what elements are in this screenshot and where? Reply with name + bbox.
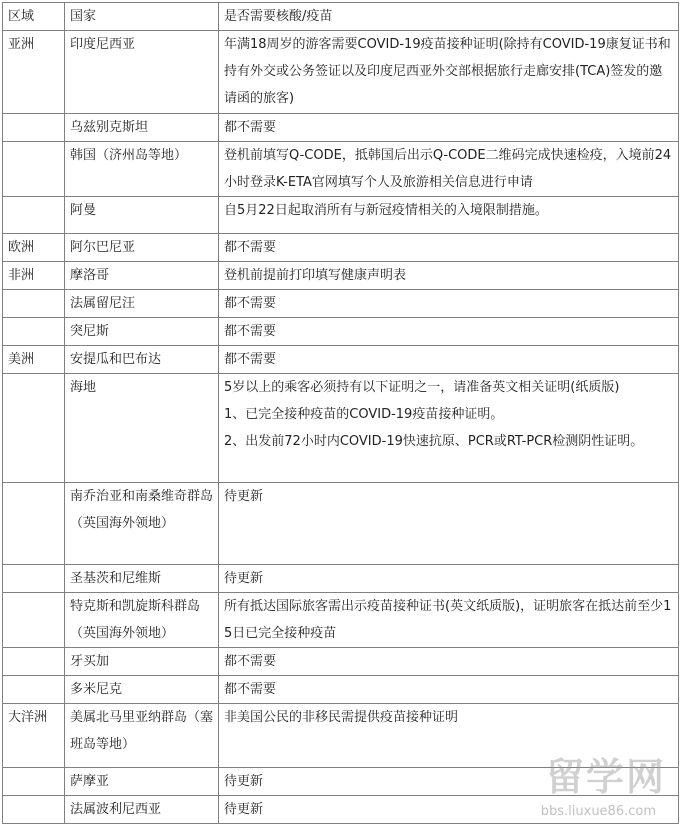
- country-cell: 南乔治亚和南桑维奇群岛（英国海外领地）: [65, 483, 219, 565]
- country-cell: 阿曼: [65, 197, 219, 234]
- table-row: [3, 565, 679, 593]
- table-row: [3, 374, 679, 483]
- requirement-cell: 年满18周岁的游客需要COVID-19疫苗接种证明(除持有COVID-19康复证书和持有外交或公务签证以及印度尼西亚外交部根据旅行走廊安排(TCA)签发的邀请函的旅客): [219, 31, 679, 114]
- country-cell: 多米尼克: [65, 676, 219, 704]
- region-cell: 美洲: [3, 346, 65, 374]
- country-cell: 牙买加: [65, 648, 219, 676]
- table-row: [3, 197, 679, 234]
- table-row: [3, 262, 679, 290]
- country-cell: 安提瓜和巴布达: [65, 346, 219, 374]
- header-requirement: 是否需要核酸/疫苗: [219, 3, 679, 31]
- country-cell: 法属波利尼西亚: [65, 796, 219, 824]
- requirements-table: [2, 2, 679, 824]
- country-cell: 阿尔巴尼亚: [65, 234, 219, 262]
- requirement-cell: 都不需要: [219, 234, 679, 262]
- region-cell: [3, 374, 65, 483]
- region-cell: [3, 318, 65, 346]
- country-cell: 海地: [65, 374, 219, 483]
- requirement-cell: 都不需要: [219, 648, 679, 676]
- requirement-cell: 非美国公民的非移民需提供疫苗接种证明: [219, 704, 679, 768]
- table-row: [3, 676, 679, 704]
- region-cell: 亚洲: [3, 31, 65, 114]
- country-cell: 特克斯和凯旋斯科群岛（英国海外领地）: [65, 593, 219, 648]
- requirement-cell: 待更新: [219, 565, 679, 593]
- country-cell: 乌兹别克斯坦: [65, 114, 219, 142]
- country-cell: 圣基茨和尼维斯: [65, 565, 219, 593]
- region-cell: [3, 483, 65, 565]
- table-row: [3, 234, 679, 262]
- requirement-cell: 待更新: [219, 483, 679, 565]
- region-cell: [3, 197, 65, 234]
- region-cell: [3, 290, 65, 318]
- table-row: [3, 593, 679, 648]
- region-cell: [3, 142, 65, 197]
- requirement-cell: 都不需要: [219, 676, 679, 704]
- region-cell: [3, 593, 65, 648]
- header-region: 区域: [3, 3, 65, 31]
- region-cell: [3, 648, 65, 676]
- header-country: 国家: [65, 3, 219, 31]
- requirement-cell: 都不需要: [219, 318, 679, 346]
- requirement-cell: 都不需要: [219, 114, 679, 142]
- country-cell: 突尼斯: [65, 318, 219, 346]
- table-row: [3, 648, 679, 676]
- region-cell: [3, 676, 65, 704]
- country-cell: 美属北马里亚纳群岛（塞班岛等地）: [65, 704, 219, 768]
- requirement-cell: 5岁以上的乘客必须持有以下证明之一，请准备英文相关证明(纸质版) 1、已完全接种疫苗的COVID-19疫苗接种证明。 2、出发前72小时内COVID-19快速抗原、PCR或RT-PCR检测阴性证明。: [219, 374, 679, 483]
- requirement-cell: 自5月22日起取消所有与新冠疫情相关的入境限制措施。: [219, 197, 679, 234]
- requirement-cell: 登机前填写Q-CODE，抵韩国后出示Q-CODE二维码完成快速检疫，入境前24小时登录K-ETA官网填写个人及旅游相关信息进行申请: [219, 142, 679, 197]
- table-row: [3, 31, 679, 114]
- country-cell: 韩国（济州岛等地）: [65, 142, 219, 197]
- region-cell: [3, 565, 65, 593]
- requirement-cell: 登机前提前打印填写健康声明表: [219, 262, 679, 290]
- table-row: [3, 346, 679, 374]
- requirement-cell: 所有抵达国际旅客需出示疫苗接种证书(英文纸质版)，证明旅客在抵达前至少15日已完全接种疫苗: [219, 593, 679, 648]
- requirement-cell: 待更新: [219, 768, 679, 796]
- requirement-cell: 待更新: [219, 796, 679, 824]
- requirement-cell: 都不需要: [219, 346, 679, 374]
- region-cell: 非洲: [3, 262, 65, 290]
- country-cell: 印度尼西亚: [65, 31, 219, 114]
- table-row: [3, 318, 679, 346]
- country-cell: 萨摩亚: [65, 768, 219, 796]
- country-cell: 法属留尼汪: [65, 290, 219, 318]
- region-cell: [3, 768, 65, 796]
- region-cell: 欧洲: [3, 234, 65, 262]
- region-cell: [3, 796, 65, 824]
- table-row: [3, 483, 679, 565]
- watermark-logo: 留学网: [545, 755, 666, 799]
- header-row: [3, 3, 679, 31]
- watermark-url: bbs.liuxue86.com: [540, 804, 656, 819]
- table-row: [3, 114, 679, 142]
- country-cell: 摩洛哥: [65, 262, 219, 290]
- region-cell: [3, 114, 65, 142]
- requirement-cell: 都不需要: [219, 290, 679, 318]
- table-row: [3, 142, 679, 197]
- table-row: [3, 290, 679, 318]
- region-cell: 大洋洲: [3, 704, 65, 768]
